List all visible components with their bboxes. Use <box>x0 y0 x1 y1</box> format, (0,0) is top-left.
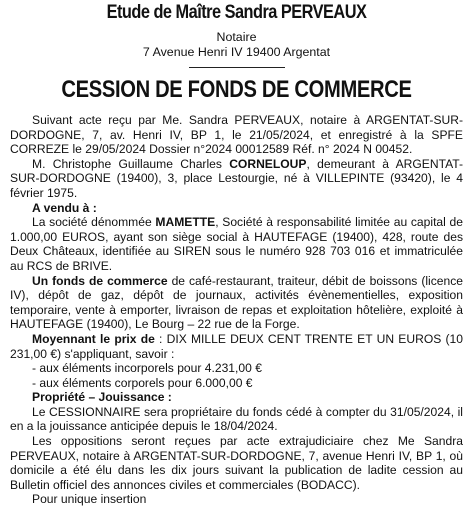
notary-address: 7 Avenue Henri IV 19400 Argentat <box>142 45 331 59</box>
paragraph-price <box>10 332 463 361</box>
price-amount: : DIX MILLE DEUX CENT TRENTE ET UN EUROS (10 231,00 €) s'appliquant, savoir : <box>10 331 463 361</box>
notice-title: CESSION DE FONDS DE COMMERCE <box>61 76 412 103</box>
price-item-intangible: - aux éléments incorporels pour 4.231,00 € <box>32 361 262 376</box>
paragraph-deed <box>10 113 463 157</box>
deed-notary: Suivant acte reçu par Me. Sandra PERVEAUX <box>32 113 301 127</box>
seller-surname: CORNELOUP <box>229 156 307 171</box>
divider <box>189 67 285 68</box>
notary-office-name: Etude de Maître Sandra PERVEAUX <box>106 2 367 23</box>
legal-notice <box>0 1 473 507</box>
single-insertion-note: Pour unique insertion <box>32 492 147 507</box>
paragraph-buyer <box>10 215 463 273</box>
price-item-tangible: - aux éléments corporels pour 6.000,00 € <box>32 375 253 390</box>
paragraph-business <box>10 274 463 332</box>
seller-first-names: M. Christophe Guillaume Charles <box>32 156 230 171</box>
heading-sold-to: A vendu à : <box>32 200 97 215</box>
deed-details: , notaire à ARGENTAT-SUR-DORDOGNE, 7, av. Henri IV, BP 1, le 21/05/2024, et enregistré à la SPFE CORREZE le 29/05/2024 Dossier n°2024 00012589 Réf. n° 2024 N 00452. <box>10 113 464 157</box>
heading-ownership: Propriété – Jouissance : <box>32 390 172 405</box>
buyer-details: , Société à responsabilité limitée au capital de 1.000,00 EUROS, ayant son siège social à HAUTEFAGE (19400), 428, route des Deux Châteaux, identifiée au SIREN sous le numéro 928 703 016 et immatriculée au RCS de BRIVE. <box>10 215 463 273</box>
business-heading: Un fonds de commerce <box>32 273 168 288</box>
buyer-intro: La société dénommée <box>32 215 156 230</box>
paragraph-seller <box>10 157 463 201</box>
business-description: de café-restaurant, traiteur, débit de boissons (licence IV), dépôt de gaz, dépôt de journaux, activités évènementielles, exposition temporaire, vente à emporter, livraison de repas et exploitation hôtelière, exploité à HAUTEFAGE (19400), Le Bourg – 22 rue de la Forge. <box>10 273 463 332</box>
notary-role: Notaire <box>216 30 257 44</box>
paragraph-ownership: Le CESSIONNAIRE sera propriétaire du fonds cédé à compter du 31/05/2024, il en a la jouissance anticipée depuis le 18/04/2024. <box>10 404 463 434</box>
price-heading: Moyennant le prix de <box>32 331 155 346</box>
paragraph-oppositions: Les oppositions seront reçues par acte extrajudiciaire chez Me Sandra PERVEAUX, notaire à ARGENTAT-SUR-DORDOGNE, 7, avenue Henri IV, BP 1, où domicile a été élu dans les dix jours suivant la publication de ladite cession au Bulletin officiel des annonces civiles et commerciales (BODACC). <box>10 434 463 492</box>
buyer-company-name: MAMETTE <box>155 215 216 230</box>
seller-details: , demeurant à ARGENTAT-SUR-DORDOGNE (19400), 3, place Lestourgie, né à VILLEPINTE (93420), le 4 février 1975. <box>10 156 463 200</box>
notice-body <box>10 113 463 507</box>
